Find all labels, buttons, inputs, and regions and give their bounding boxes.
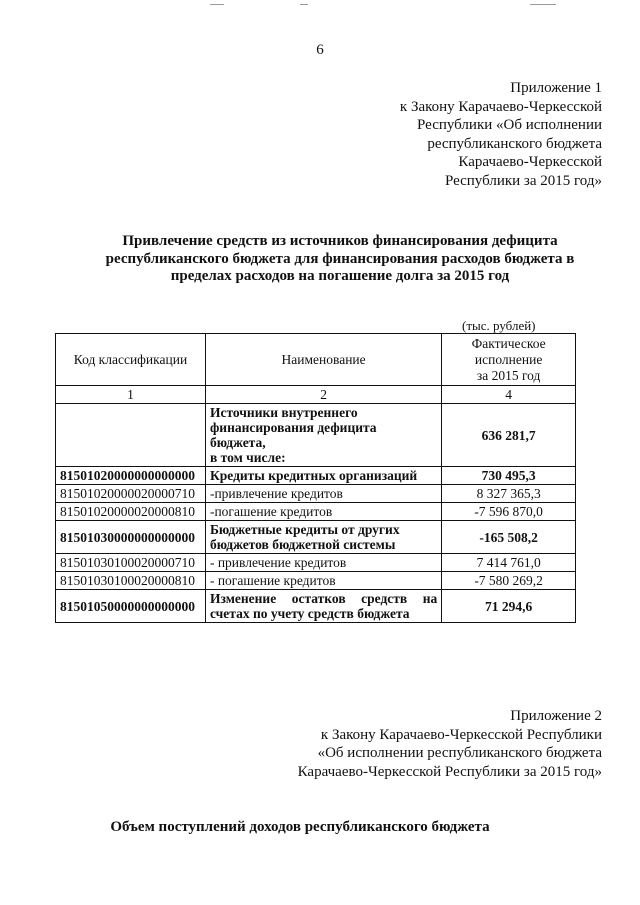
row-code [56, 404, 206, 467]
column-number: 1 [56, 386, 206, 404]
appendix-line: Приложение 1 [510, 80, 602, 96]
column-number: 4 [442, 386, 576, 404]
row-name: Кредиты кредитных организаций [205, 467, 441, 485]
row-name-line: бюджета, [209, 435, 266, 450]
appendix-line: республиканского бюджета [427, 135, 602, 152]
financing-sources-table [55, 333, 576, 623]
row-value: 7 414 761,0 [442, 554, 576, 572]
row-name [205, 521, 441, 554]
title-line: пределах расходов на погашение долга за 2015 год [170, 268, 510, 284]
scan-speck [300, 4, 308, 5]
appendix-line: «Об исполнении республиканского бюджета [317, 745, 602, 761]
table-header-row [56, 334, 576, 386]
row-name-line: бюджетов бюджетной системы [209, 537, 396, 552]
row-name: - привлечение кредитов [205, 554, 441, 572]
row-name-line: Изменение остатков средств на [209, 591, 438, 606]
row-code: 81501020000020000710 [56, 485, 206, 503]
row-value: -165 508,2 [442, 521, 576, 554]
appendix-line: Карачаево-Черкесской Республики за 2015 год» [297, 763, 602, 780]
header-value-line: исполнение [474, 351, 543, 367]
row-name [205, 404, 441, 467]
scan-speck [210, 4, 224, 5]
appendix-line: Республики за 2015 год» [444, 172, 602, 189]
row-code: 81501030100020000710 [56, 554, 206, 572]
appendix-line: Карачаево-Черкесской [458, 154, 602, 170]
title-line: Привлечение средств из источников финансирования дефицита [122, 233, 558, 249]
row-code: 81501020000020000810 [56, 503, 206, 521]
table-row [56, 503, 576, 521]
row-code: 81501030100020000810 [56, 572, 206, 590]
row-name-line: финансирования дефицита [209, 420, 377, 435]
section-title [60, 819, 540, 837]
table-row [56, 554, 576, 572]
table-row [56, 572, 576, 590]
row-value: -7 580 269,2 [442, 572, 576, 590]
row-name-line: счетах по учету средств бюджета [209, 606, 410, 621]
section-title [80, 233, 600, 286]
row-code: 81501020000000000000 [56, 467, 206, 485]
header-name: Наименование [205, 334, 441, 386]
row-value: 730 495,3 [442, 467, 576, 485]
scan-speck [530, 4, 556, 5]
page-number: 6 [316, 42, 324, 58]
row-value: 8 327 365,3 [442, 485, 576, 503]
units-label: (тыс. рублей) [462, 318, 536, 333]
row-code: 81501050000000000000 [56, 590, 206, 623]
row-name-line: Источники внутреннего [209, 405, 358, 420]
row-name: -погашение кредитов [205, 503, 441, 521]
table-row [56, 467, 576, 485]
title-line: республиканского бюджета для финансирования расходов бюджета в [105, 250, 575, 267]
row-value: 71 294,6 [442, 590, 576, 623]
column-number-row [56, 386, 576, 404]
appendix-line: Республики «Об исполнении [417, 117, 602, 133]
header-value-line: за 2015 год [476, 367, 541, 383]
row-value: -7 596 870,0 [442, 503, 576, 521]
appendix-line: к Закону Карачаево-Черкесской Республики [320, 726, 602, 743]
appendix-1-caption [400, 79, 602, 190]
row-name: - погашение кредитов [205, 572, 441, 590]
row-name-line: Бюджетные кредиты от других [209, 522, 400, 537]
table-row [56, 485, 576, 503]
table-row [56, 404, 576, 467]
header-code: Код классификации [56, 334, 206, 386]
appendix-2-caption [298, 707, 602, 781]
row-name: -привлечение кредитов [205, 485, 441, 503]
table-row [56, 521, 576, 554]
row-name [205, 590, 441, 623]
header-value [442, 334, 576, 386]
title-line: Объем поступлений доходов республиканского бюджета [110, 819, 490, 835]
header-value-line: Фактическое [471, 335, 546, 351]
row-code: 81501030000000000000 [56, 521, 206, 554]
appendix-line: Приложение 2 [510, 708, 602, 724]
table-row [56, 590, 576, 623]
row-value: 636 281,7 [442, 404, 576, 467]
column-number: 2 [205, 386, 441, 404]
row-name-line: в том числе: [209, 450, 286, 465]
appendix-line: к Закону Карачаево-Черкесской [399, 98, 602, 115]
